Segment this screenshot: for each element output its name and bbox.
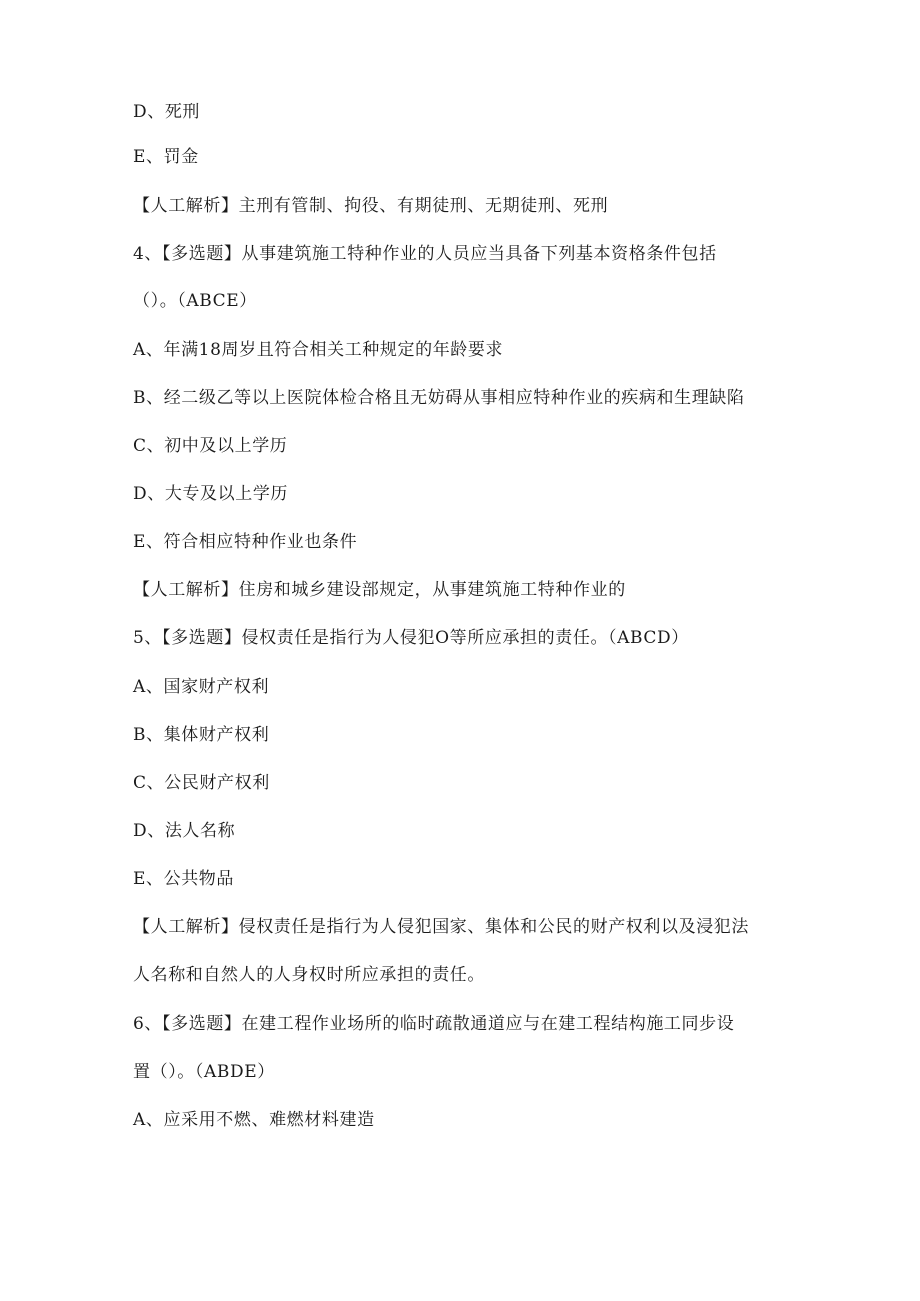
question-5: 5、【多选题】侵权责任是指行为人侵犯O等所应承担的责任。（ABCD）: [133, 628, 689, 648]
analysis-q3: 【人工解析】主刑有管制、拘役、有期徒刑、无期徒刑、死刑: [133, 196, 609, 216]
option-d-death-penalty: D、死刑: [133, 102, 201, 122]
question-6-answer: 置（）。（ABDE）: [133, 1062, 275, 1082]
q5-option-c: C、公民财产权利: [133, 773, 270, 793]
q6-option-a: A、应采用不燃、难燃材料建造: [133, 1110, 375, 1130]
q4-option-b: B、经二级乙等以上医院体检合格且无妨碍从事相应特种作业的疾病和生理缺陷: [133, 388, 745, 408]
question-4: 4、【多选题】从事建筑施工特种作业的人员应当具备下列基本资格条件包括: [133, 244, 717, 264]
option-e-fine: E、罚金: [133, 147, 199, 167]
q5-option-b: B、集体财产权利: [133, 725, 270, 745]
q4-option-a: A、年满18周岁且符合相关工种规定的年龄要求: [133, 340, 504, 360]
q5-option-a: A、国家财产权利: [133, 677, 270, 697]
q5-option-d: D、法人名称: [133, 821, 236, 841]
analysis-q5-line-1: 【人工解析】侵权责任是指行为人侵犯国家、集体和公民的财产权利以及浸犯法: [133, 917, 749, 937]
analysis-q5-line-2: 人名称和自然人的人身权时所应承担的责任。: [133, 965, 485, 985]
q4-option-d: D、大专及以上学历: [133, 484, 289, 504]
q4-option-e: E、符合相应特种作业也条件: [133, 532, 358, 552]
q4-option-c: C、初中及以上学历: [133, 436, 288, 456]
question-4-answer: （）。（ABCE）: [133, 291, 257, 311]
question-6: 6、【多选题】在建工程作业场所的临时疏散通道应与在建工程结构施工同步设: [133, 1014, 735, 1034]
q5-option-e: E、公共物品: [133, 869, 235, 889]
analysis-q4: 【人工解析】住房和城乡建设部规定，从事建筑施工特种作业的: [133, 580, 626, 600]
